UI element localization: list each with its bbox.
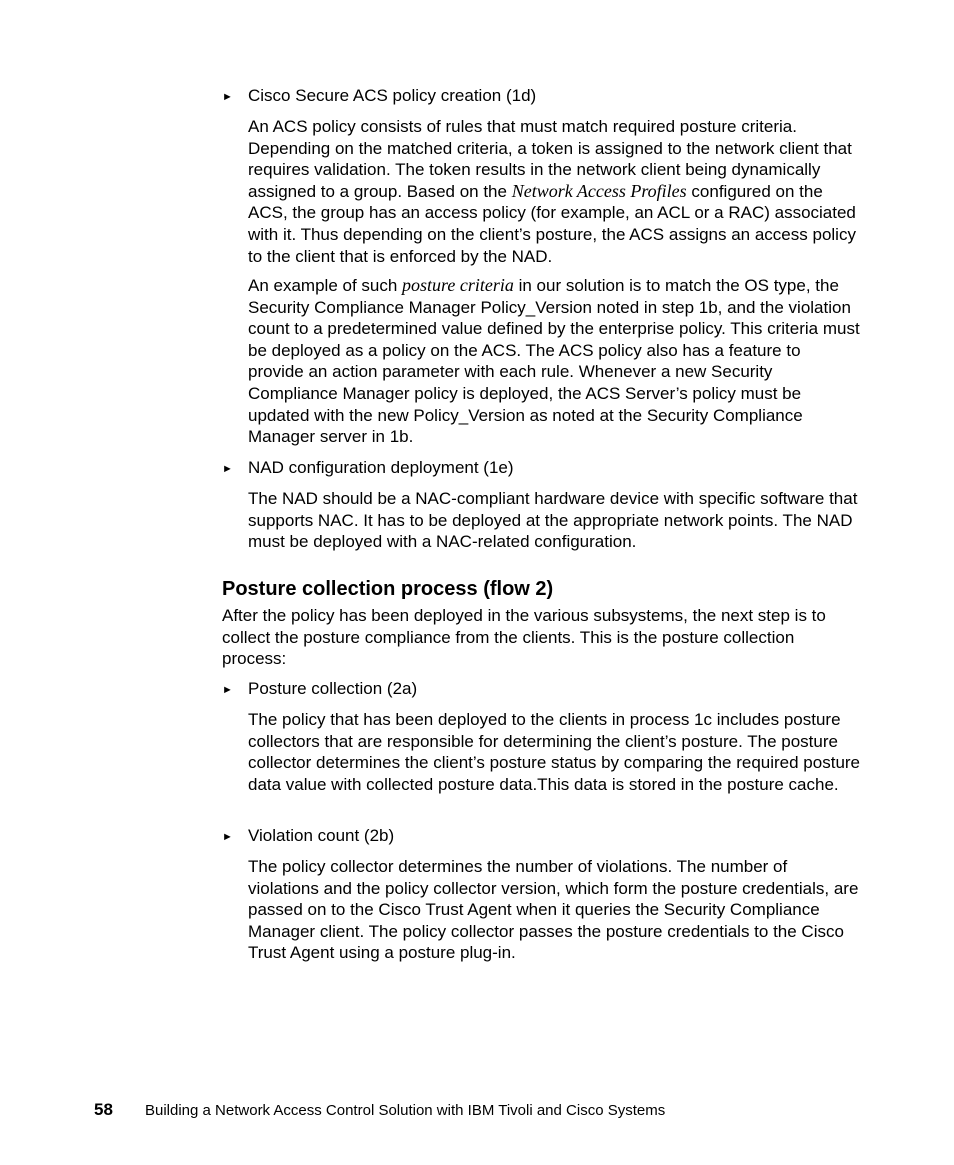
violation-count-paragraph: The policy collector determines the number of violations. The number of violations and the policy collector version, which form the posture credentials, are passed on to the Cisco Trust Agent when it queries the Security Compliance Manager client. The policy collector passes the posture credentials to the Cisco Trust Agent using a posture plug-in. bbox=[248, 857, 859, 963]
triangle-bullet-icon: ► bbox=[222, 91, 233, 103]
posture-collection-paragraph: The policy that has been deployed to the clients in process 1c includes posture collectors that are responsible for determining the client’s posture. The posture collector determines the client’s posture status by comparing the required posture data value with collected posture data.This data is stored in the posture cache. bbox=[248, 710, 861, 794]
bullet-item bbox=[222, 457, 514, 481]
bullet-label: Violation count (2b) bbox=[248, 826, 395, 845]
posture-criteria-paragraph bbox=[248, 275, 860, 448]
italic-term: Network Access Profiles bbox=[511, 180, 687, 201]
bullet-label: NAD configuration deployment (1e) bbox=[248, 458, 514, 477]
bullet-item bbox=[222, 85, 536, 109]
bullet-item bbox=[222, 678, 417, 702]
section-heading: Posture collection process (flow 2) bbox=[222, 578, 554, 600]
acs-policy-paragraph bbox=[248, 116, 860, 267]
italic-term: posture criteria bbox=[402, 275, 514, 295]
triangle-bullet-icon: ► bbox=[222, 831, 233, 843]
intro-paragraph: After the policy has been deployed in the various subsystems, the next step is to collect the posture compliance from the clients. This is the posture collection process: bbox=[222, 606, 826, 669]
text-run: An ACS policy consists of rules that must match required posture criteria. Depending on the matched criteria, a token is assigned to the network client that requires validation. The token results in the network client being dynamically assigned to a group. Based on the bbox=[248, 117, 852, 201]
bullet-label: Cisco Secure ACS policy creation (1d) bbox=[248, 86, 537, 105]
text-run: An example of such bbox=[248, 276, 403, 295]
page-number: 58 bbox=[94, 1100, 113, 1119]
text-run: in our solution is to match the OS type, the Security Compliance Manager Policy_Version noted in step 1b, and the violation count to a predetermined value defined by the enterprise policy. This criteria must be deployed as a policy on the ACS. The ACS policy also has a feature to provide an action parameter with each rule. Whenever a new Security Compliance Manager policy is deployed, the ACS Server’s policy must be updated with the new Policy_Version as noted at the Security Compliance Manager server in 1b. bbox=[248, 276, 860, 447]
nad-paragraph: The NAD should be a NAC-compliant hardware device with specific software that supports NAC. It has to be deployed at the appropriate network points. The NAD must be deployed with a NAC-related configuration. bbox=[248, 489, 858, 552]
bullet-item bbox=[222, 825, 394, 849]
footer-book-title: Building a Network Access Control Solution with IBM Tivoli and Cisco Systems bbox=[145, 1102, 666, 1119]
triangle-bullet-icon: ► bbox=[222, 463, 233, 475]
triangle-bullet-icon: ► bbox=[222, 684, 233, 696]
bullet-label: Posture collection (2a) bbox=[248, 679, 418, 698]
text-run: configured on the ACS, the group has an access policy (for example, an ACL or a RAC) associated with it. Thus depending on the client’s posture, the ACS assigns an access policy to the client that is enforced by the NAD. bbox=[248, 181, 856, 266]
